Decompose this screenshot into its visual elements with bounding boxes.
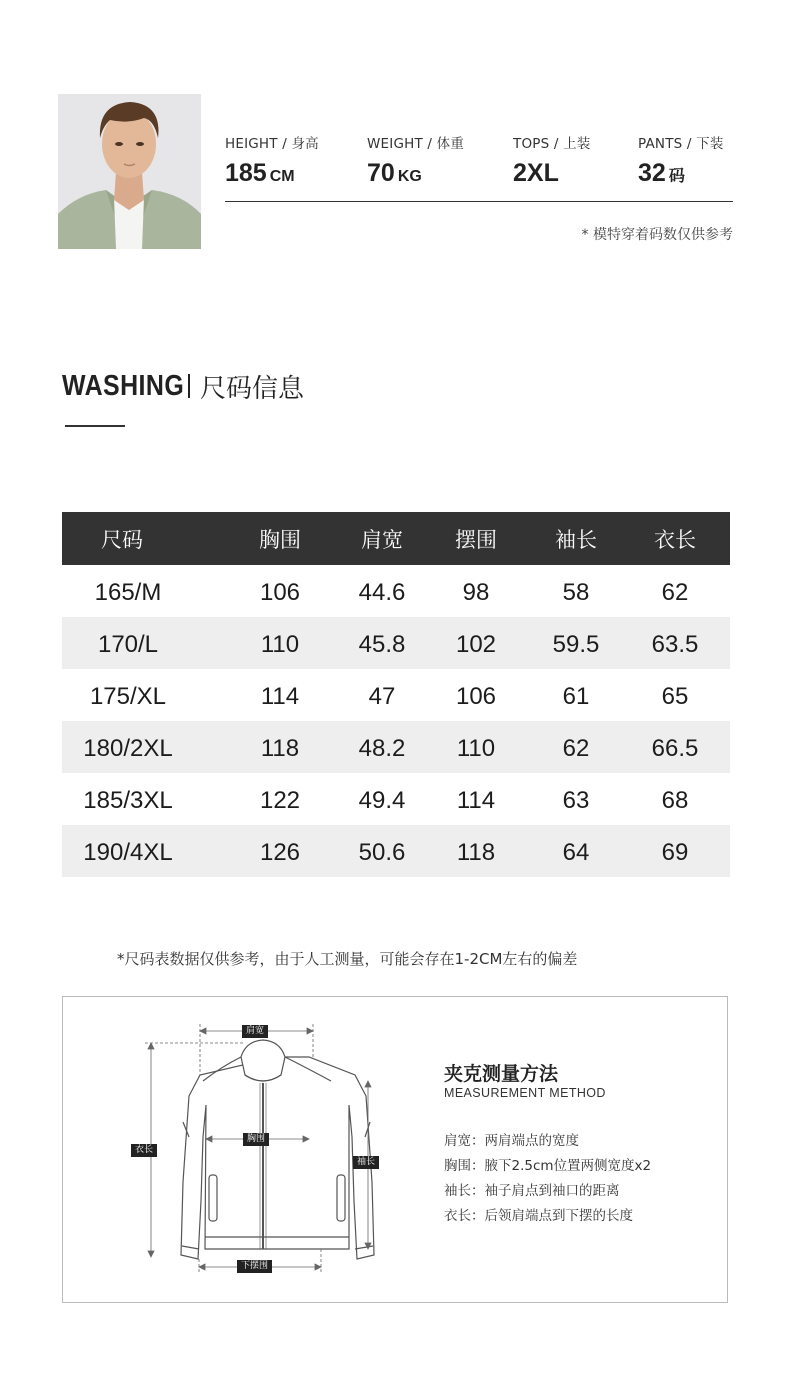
- pants-label: PANTS / 下装: [638, 136, 724, 152]
- section-title-cn: 尺码信息: [200, 373, 305, 404]
- size-cell: 180/2XL: [83, 735, 173, 762]
- shoulder-cell: 49.4: [358, 787, 406, 814]
- measurement-panel: [62, 996, 728, 1303]
- hem-cell: 102: [455, 631, 497, 658]
- length-cell: 66.5: [651, 735, 699, 762]
- table-note: *尺码表数据仅供参考，由于人工测量，可能会存在1-2CM左右的偏差: [117, 950, 578, 968]
- length-cell: 62: [661, 579, 689, 606]
- size-cell: 165/M: [94, 579, 162, 606]
- sleeve-dimension-label: 袖长: [353, 1156, 379, 1169]
- height-stat: [225, 132, 319, 188]
- length-dimension-label: 衣长: [131, 1144, 157, 1157]
- chest-cell: 118: [260, 735, 300, 762]
- section-title-en: WASHING: [62, 369, 185, 402]
- header-chest: 胸围: [259, 527, 301, 552]
- method-item-chest: 胸围：腋下2.5cm位置两侧宽度x2: [444, 1158, 652, 1174]
- heading-divider: [188, 374, 190, 398]
- method-title: 夹克测量方法: [444, 1063, 559, 1085]
- header-sleeve: 袖长: [555, 527, 597, 552]
- method-list: [444, 1129, 651, 1229]
- hem-dimension-label: 下摆围: [237, 1260, 272, 1273]
- size-cell: 175/XL: [89, 683, 167, 710]
- table-body: [62, 565, 730, 877]
- height-value: 185: [225, 159, 267, 187]
- length-cell: 69: [661, 839, 689, 866]
- shoulder-dimension-label: 肩宽: [242, 1025, 268, 1038]
- length-cell: 68: [661, 787, 689, 814]
- sleeve-cell: 62: [562, 735, 590, 762]
- section-heading: [62, 368, 304, 404]
- method-item-sleeve: 袖长：袖子肩点到袖口的距离: [444, 1183, 620, 1199]
- weight-value: 70: [367, 159, 395, 187]
- weight-unit: KG: [397, 168, 422, 185]
- table-row: [62, 721, 730, 773]
- header-length: 衣长: [654, 527, 696, 552]
- table-row: [62, 773, 730, 825]
- size-cell: 185/3XL: [83, 787, 173, 814]
- method-subtitle: MEASUREMENT METHOD: [444, 1086, 606, 1100]
- pants-unit: 码: [668, 168, 685, 185]
- tops-label: TOPS / 上装: [513, 136, 591, 152]
- chest-cell: 114: [260, 683, 300, 710]
- header-hem: 摆围: [455, 527, 497, 552]
- tops-value: 2XL: [513, 159, 559, 187]
- table-row: [62, 669, 730, 721]
- heading-underline: [65, 425, 125, 427]
- hem-cell: 106: [455, 683, 497, 710]
- table-row: [62, 825, 730, 877]
- chest-dimension-label: 胸围: [243, 1133, 269, 1146]
- hem-cell: 98: [462, 579, 490, 606]
- header-shoulder: 肩宽: [361, 527, 403, 552]
- table-row: [62, 565, 730, 617]
- sleeve-cell: 61: [562, 683, 590, 710]
- model-photo: [58, 94, 201, 249]
- model-note: * 模特穿着码数仅供参考: [581, 227, 733, 243]
- size-cell: 170/L: [97, 631, 159, 658]
- shoulder-cell: 48.2: [358, 735, 406, 762]
- chest-cell: 106: [259, 579, 301, 606]
- method-item-shoulder: 肩宽：两肩端点的宽度: [444, 1133, 579, 1149]
- model-stats: [225, 132, 733, 202]
- sleeve-cell: 58: [562, 579, 590, 606]
- table-row: [62, 617, 730, 669]
- tops-stat: [513, 132, 591, 188]
- table-header: [62, 512, 730, 565]
- size-table: [62, 512, 730, 877]
- sleeve-cell: 59.5: [552, 631, 600, 658]
- chest-cell: 110: [260, 631, 300, 658]
- height-label: HEIGHT / 身高: [225, 136, 319, 152]
- weight-stat: [367, 132, 464, 188]
- sleeve-cell: 63: [562, 787, 590, 814]
- shoulder-cell: 44.6: [358, 579, 406, 606]
- height-unit: CM: [269, 168, 295, 185]
- hem-cell: 118: [456, 839, 496, 866]
- hem-cell: 110: [456, 735, 496, 762]
- hem-cell: 114: [456, 787, 496, 814]
- method-item-length: 衣长：后领肩端点到下摆的长度: [444, 1208, 633, 1224]
- shoulder-cell: 50.6: [358, 839, 406, 866]
- length-cell: 65: [661, 683, 689, 710]
- header-size: 尺码: [101, 527, 143, 552]
- chest-cell: 126: [259, 839, 301, 866]
- chest-cell: 122: [259, 787, 301, 814]
- size-cell: 190/4XL: [83, 839, 173, 866]
- weight-label: WEIGHT / 体重: [367, 136, 465, 152]
- pants-value: 32: [638, 159, 666, 187]
- shoulder-cell: 47: [368, 683, 396, 710]
- sleeve-cell: 64: [562, 839, 590, 866]
- model-portrait: [58, 94, 201, 249]
- length-cell: 63.5: [651, 631, 699, 658]
- shoulder-cell: 45.8: [358, 631, 406, 658]
- pants-stat: [638, 132, 724, 188]
